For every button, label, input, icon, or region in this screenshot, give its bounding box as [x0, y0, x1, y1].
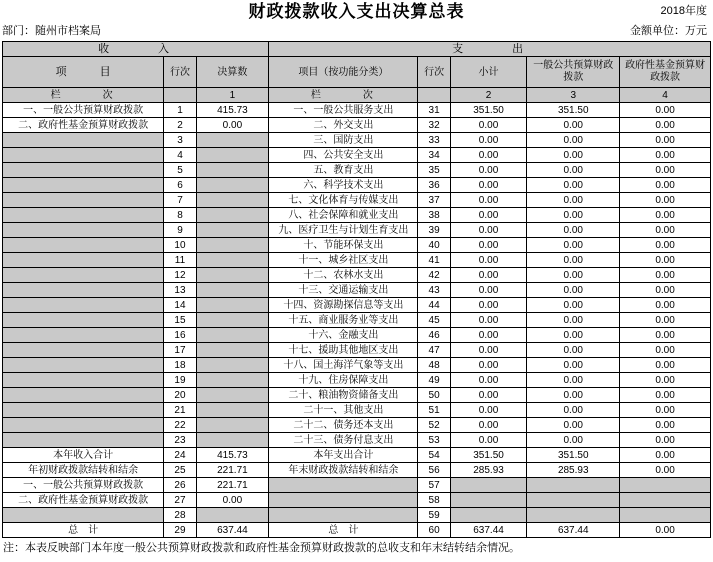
- income-item: [3, 208, 164, 223]
- income-item: [3, 163, 164, 178]
- income-line: 27: [164, 493, 196, 508]
- expense-item: 十、节能环保支出: [269, 238, 418, 253]
- table-row: [3, 163, 711, 178]
- income-item: [3, 403, 164, 418]
- col-income-item: 项 目: [3, 57, 164, 88]
- expense-fund: 0.00: [620, 253, 711, 268]
- expense-fund: 0.00: [620, 148, 711, 163]
- income-amount: 637.44: [196, 523, 269, 538]
- expense-subtotal: 0.00: [450, 298, 527, 313]
- expense-subtotal: 0.00: [450, 358, 527, 373]
- table-row: [3, 418, 711, 433]
- col-expense-item: 项目（按功能分类）: [269, 57, 418, 88]
- table-row: [3, 403, 711, 418]
- income-item: [3, 238, 164, 253]
- expense-line: 36: [418, 178, 450, 193]
- table-row: [3, 328, 711, 343]
- col-expense-fund: 政府性基金预算财政拨款: [620, 57, 711, 88]
- income-line: 1: [164, 103, 196, 118]
- table-row: [3, 223, 711, 238]
- expense-item: [269, 493, 418, 508]
- expense-line: 44: [418, 298, 450, 313]
- expense-item: 十八、国土海洋气象等支出: [269, 358, 418, 373]
- income-line: 17: [164, 343, 196, 358]
- expense-item: 十六、金融支出: [269, 328, 418, 343]
- group-expense-header: 支 出: [269, 42, 711, 57]
- expense-line: 45: [418, 313, 450, 328]
- income-item: [3, 343, 164, 358]
- expense-line: 53: [418, 433, 450, 448]
- expense-fund: [620, 508, 711, 523]
- income-line: 29: [164, 523, 196, 538]
- income-line: 19: [164, 373, 196, 388]
- expense-item: 三、国防支出: [269, 133, 418, 148]
- expense-line: 32: [418, 118, 450, 133]
- income-amount: [196, 298, 269, 313]
- expense-item: 年末财政拨款结转和结余: [269, 463, 418, 478]
- table-summary-row: [3, 448, 711, 463]
- income-line: 14: [164, 298, 196, 313]
- income-amount: [196, 358, 269, 373]
- department-label: 部门：随州市档案局: [2, 25, 101, 37]
- table-row: [3, 253, 711, 268]
- income-line: 24: [164, 448, 196, 463]
- income-amount: 415.73: [196, 448, 269, 463]
- expense-general: 0.00: [527, 433, 620, 448]
- income-item: [3, 433, 164, 448]
- expense-line: 60: [418, 523, 450, 538]
- income-amount: [196, 208, 269, 223]
- expense-item: 十二、农林水支出: [269, 268, 418, 283]
- expense-line: 42: [418, 268, 450, 283]
- col-label-expense: 栏 次: [269, 88, 418, 103]
- col-blank-2: [418, 88, 450, 103]
- expense-general: 0.00: [527, 358, 620, 373]
- expense-fund: 0.00: [620, 118, 711, 133]
- income-amount: 0.00: [196, 493, 269, 508]
- expense-fund: 0.00: [620, 418, 711, 433]
- expense-line: 31: [418, 103, 450, 118]
- income-line: 21: [164, 403, 196, 418]
- expense-fund: 0.00: [620, 238, 711, 253]
- expense-general: [527, 508, 620, 523]
- expense-line: 49: [418, 373, 450, 388]
- expense-subtotal: 351.50: [450, 448, 527, 463]
- col-income-line: 行次: [164, 57, 196, 88]
- table-summary-row: [3, 478, 711, 493]
- income-line: 15: [164, 313, 196, 328]
- income-amount: [196, 343, 269, 358]
- expense-fund: 0.00: [620, 328, 711, 343]
- expense-subtotal: 0.00: [450, 328, 527, 343]
- expense-general: 0.00: [527, 118, 620, 133]
- expense-line: 50: [418, 388, 450, 403]
- income-amount: [196, 328, 269, 343]
- income-amount: [196, 148, 269, 163]
- income-line: 2: [164, 118, 196, 133]
- income-item: [3, 253, 164, 268]
- expense-item: 二十二、债务还本支出: [269, 418, 418, 433]
- expense-fund: 0.00: [620, 163, 711, 178]
- expense-subtotal: 0.00: [450, 388, 527, 403]
- expense-general: 0.00: [527, 283, 620, 298]
- income-amount: 221.71: [196, 463, 269, 478]
- expense-subtotal: 0.00: [450, 343, 527, 358]
- table-row: [3, 373, 711, 388]
- col-blank-1: [164, 88, 196, 103]
- col-label-income: 栏 次: [3, 88, 164, 103]
- expense-fund: 0.00: [620, 463, 711, 478]
- income-line: 13: [164, 283, 196, 298]
- expense-subtotal: 0.00: [450, 133, 527, 148]
- expense-fund: 0.00: [620, 313, 711, 328]
- expense-general: [527, 478, 620, 493]
- income-item: [3, 283, 164, 298]
- expense-line: 52: [418, 418, 450, 433]
- col-expense-general: 一般公共预算财政拨款: [527, 57, 620, 88]
- table-row: [3, 433, 711, 448]
- expense-subtotal: 0.00: [450, 223, 527, 238]
- expense-general: 0.00: [527, 343, 620, 358]
- income-amount: [196, 508, 269, 523]
- table-row: [3, 208, 711, 223]
- table-summary-row: [3, 463, 711, 478]
- table-summary-row: [3, 523, 711, 538]
- income-item: 总 计: [3, 523, 164, 538]
- expense-line: 57: [418, 478, 450, 493]
- expense-general: 0.00: [527, 223, 620, 238]
- income-amount: [196, 133, 269, 148]
- expense-line: 56: [418, 463, 450, 478]
- income-item: [3, 298, 164, 313]
- expense-general: 0.00: [527, 328, 620, 343]
- expense-fund: [620, 493, 711, 508]
- income-amount: [196, 253, 269, 268]
- expense-subtotal: 0.00: [450, 268, 527, 283]
- expense-line: 48: [418, 358, 450, 373]
- table-row: [3, 298, 711, 313]
- income-item: [3, 508, 164, 523]
- expense-fund: 0.00: [620, 103, 711, 118]
- expense-subtotal: 0.00: [450, 118, 527, 133]
- unit-label: 金额单位：万元: [630, 25, 707, 37]
- table-row: [3, 283, 711, 298]
- col-expense-line: 行次: [418, 57, 450, 88]
- expense-item: 九、医疗卫生与计划生育支出: [269, 223, 418, 238]
- table-summary: [3, 448, 711, 538]
- income-line: 25: [164, 463, 196, 478]
- income-line: 12: [164, 268, 196, 283]
- expense-item: 十五、商业服务业等支出: [269, 313, 418, 328]
- expense-subtotal: 0.00: [450, 178, 527, 193]
- expense-general: 0.00: [527, 208, 620, 223]
- expense-line: 43: [418, 283, 450, 298]
- income-line: 7: [164, 193, 196, 208]
- expense-item: 二、外交支出: [269, 118, 418, 133]
- expense-line: 46: [418, 328, 450, 343]
- income-amount: [196, 223, 269, 238]
- expense-item: 二十三、债务付息支出: [269, 433, 418, 448]
- expense-fund: 0.00: [620, 433, 711, 448]
- income-amount: [196, 418, 269, 433]
- income-amount: [196, 388, 269, 403]
- income-line: 9: [164, 223, 196, 238]
- income-item: [3, 358, 164, 373]
- table-row: [3, 238, 711, 253]
- expense-subtotal: [450, 493, 527, 508]
- expense-subtotal: 0.00: [450, 253, 527, 268]
- table-row: [3, 103, 711, 118]
- income-amount: [196, 283, 269, 298]
- income-line: 10: [164, 238, 196, 253]
- expense-fund: 0.00: [620, 448, 711, 463]
- income-line: 20: [164, 388, 196, 403]
- expense-item: 总 计: [269, 523, 418, 538]
- income-line: 3: [164, 133, 196, 148]
- income-amount: 0.00: [196, 118, 269, 133]
- income-line: 8: [164, 208, 196, 223]
- expense-subtotal: 285.93: [450, 463, 527, 478]
- income-item: [3, 328, 164, 343]
- expense-item: 五、教育支出: [269, 163, 418, 178]
- income-item: [3, 373, 164, 388]
- expense-subtotal: 0.00: [450, 283, 527, 298]
- expense-fund: 0.00: [620, 223, 711, 238]
- income-item: 年初财政拨款结转和结余: [3, 463, 164, 478]
- col-number-3: 3: [527, 88, 620, 103]
- expense-subtotal: 637.44: [450, 523, 527, 538]
- expense-line: 47: [418, 343, 450, 358]
- expense-item: 八、社会保障和就业支出: [269, 208, 418, 223]
- expense-subtotal: 0.00: [450, 208, 527, 223]
- col-income-amount: 决算数: [196, 57, 269, 88]
- expense-subtotal: 351.50: [450, 103, 527, 118]
- expense-fund: 0.00: [620, 298, 711, 313]
- income-line: 23: [164, 433, 196, 448]
- group-income-header: 收 入: [3, 42, 269, 57]
- expense-general: 351.50: [527, 448, 620, 463]
- col-number-4: 4: [620, 88, 711, 103]
- table-row: [3, 268, 711, 283]
- table-row: [3, 358, 711, 373]
- expense-subtotal: 0.00: [450, 313, 527, 328]
- footnote: 注：本表反映部门本年度一般公共预算财政拨款和政府性基金预算财政拨款的总收支和年末结转结余情况。: [3, 542, 520, 554]
- expense-general: 0.00: [527, 403, 620, 418]
- income-item: 二、政府性基金预算财政拨款: [3, 118, 164, 133]
- table-row: [3, 118, 711, 133]
- income-line: 4: [164, 148, 196, 163]
- expense-line: 35: [418, 163, 450, 178]
- group-header-row: [3, 42, 711, 57]
- income-amount: [196, 373, 269, 388]
- income-item: [3, 193, 164, 208]
- expense-fund: 0.00: [620, 403, 711, 418]
- expense-general: 637.44: [527, 523, 620, 538]
- income-item: [3, 268, 164, 283]
- income-line: 11: [164, 253, 196, 268]
- income-amount: 415.73: [196, 103, 269, 118]
- expense-general: 0.00: [527, 418, 620, 433]
- expense-general: 0.00: [527, 238, 620, 253]
- expense-subtotal: 0.00: [450, 418, 527, 433]
- income-amount: [196, 193, 269, 208]
- expense-fund: [620, 478, 711, 493]
- col-number-1: 1: [196, 88, 269, 103]
- expense-general: 0.00: [527, 253, 620, 268]
- table-body: [3, 103, 711, 448]
- income-line: 6: [164, 178, 196, 193]
- expense-general: 0.00: [527, 178, 620, 193]
- income-amount: [196, 403, 269, 418]
- income-item: [3, 418, 164, 433]
- table-row: [3, 388, 711, 403]
- expense-item: 十九、住房保障支出: [269, 373, 418, 388]
- expense-fund: 0.00: [620, 178, 711, 193]
- expense-fund: 0.00: [620, 523, 711, 538]
- report-year: 2018年度: [660, 5, 707, 17]
- expense-line: 59: [418, 508, 450, 523]
- income-line: 18: [164, 358, 196, 373]
- expense-line: 58: [418, 493, 450, 508]
- expense-fund: 0.00: [620, 358, 711, 373]
- income-amount: 221.71: [196, 478, 269, 493]
- expense-fund: 0.00: [620, 283, 711, 298]
- income-item: [3, 178, 164, 193]
- table-summary-row: [3, 493, 711, 508]
- expense-line: 33: [418, 133, 450, 148]
- income-amount: [196, 238, 269, 253]
- column-header-row: [3, 57, 711, 88]
- expense-line: 39: [418, 223, 450, 238]
- income-line: 28: [164, 508, 196, 523]
- expense-item: 二十一、其他支出: [269, 403, 418, 418]
- income-amount: [196, 433, 269, 448]
- expense-subtotal: [450, 478, 527, 493]
- expense-line: 51: [418, 403, 450, 418]
- table-summary-row: [3, 508, 711, 523]
- expense-subtotal: 0.00: [450, 433, 527, 448]
- expense-line: 34: [418, 148, 450, 163]
- expense-subtotal: 0.00: [450, 373, 527, 388]
- expense-general: 0.00: [527, 388, 620, 403]
- income-line: 22: [164, 418, 196, 433]
- expense-general: 0.00: [527, 268, 620, 283]
- income-item: [3, 223, 164, 238]
- expense-general: 0.00: [527, 133, 620, 148]
- table-row: [3, 178, 711, 193]
- financial-table: [2, 41, 711, 538]
- expense-item: 十三、交通运输支出: [269, 283, 418, 298]
- expense-general: 285.93: [527, 463, 620, 478]
- income-amount: [196, 313, 269, 328]
- expense-item: 二十、粮油物资储备支出: [269, 388, 418, 403]
- expense-subtotal: [450, 508, 527, 523]
- column-number-row: [3, 88, 711, 103]
- expense-item: 四、公共安全支出: [269, 148, 418, 163]
- expense-item: [269, 478, 418, 493]
- table-row: [3, 343, 711, 358]
- income-item: 一、一般公共预算财政拨款: [3, 103, 164, 118]
- col-number-2: 2: [450, 88, 527, 103]
- income-item: [3, 148, 164, 163]
- expense-line: 38: [418, 208, 450, 223]
- expense-fund: 0.00: [620, 268, 711, 283]
- expense-general: 0.00: [527, 373, 620, 388]
- income-line: 16: [164, 328, 196, 343]
- table-row: [3, 148, 711, 163]
- income-item: 二、政府性基金预算财政拨款: [3, 493, 164, 508]
- expense-general: 0.00: [527, 313, 620, 328]
- page-title: 财政拨款收入支出决算总表: [248, 2, 465, 21]
- expense-item: 十一、城乡社区支出: [269, 253, 418, 268]
- expense-item: 一、一般公共服务支出: [269, 103, 418, 118]
- expense-general: 0.00: [527, 148, 620, 163]
- expense-general: 0.00: [527, 298, 620, 313]
- expense-line: 54: [418, 448, 450, 463]
- expense-item: [269, 508, 418, 523]
- expense-subtotal: 0.00: [450, 403, 527, 418]
- income-item: 本年收入合计: [3, 448, 164, 463]
- expense-item: 十四、资源勘探信息等支出: [269, 298, 418, 313]
- income-amount: [196, 178, 269, 193]
- income-amount: [196, 268, 269, 283]
- expense-general: 351.50: [527, 103, 620, 118]
- expense-item: 六、科学技术支出: [269, 178, 418, 193]
- expense-subtotal: 0.00: [450, 238, 527, 253]
- table-row: [3, 193, 711, 208]
- expense-item: 十七、援助其他地区支出: [269, 343, 418, 358]
- expense-fund: 0.00: [620, 193, 711, 208]
- income-amount: [196, 163, 269, 178]
- expense-fund: 0.00: [620, 208, 711, 223]
- expense-subtotal: 0.00: [450, 163, 527, 178]
- expense-line: 41: [418, 253, 450, 268]
- expense-fund: 0.00: [620, 343, 711, 358]
- subheader: [0, 24, 713, 41]
- income-line: 5: [164, 163, 196, 178]
- expense-general: 0.00: [527, 193, 620, 208]
- expense-fund: 0.00: [620, 133, 711, 148]
- table-row: [3, 313, 711, 328]
- income-line: 26: [164, 478, 196, 493]
- expense-item: 七、文化体育与传媒支出: [269, 193, 418, 208]
- expense-line: 37: [418, 193, 450, 208]
- expense-general: [527, 493, 620, 508]
- expense-subtotal: 0.00: [450, 148, 527, 163]
- col-expense-subtotal: 小计: [450, 57, 527, 88]
- expense-general: 0.00: [527, 163, 620, 178]
- income-item: [3, 313, 164, 328]
- table-row: [3, 133, 711, 148]
- expense-fund: 0.00: [620, 373, 711, 388]
- expense-fund: 0.00: [620, 388, 711, 403]
- expense-item: 本年支出合计: [269, 448, 418, 463]
- expense-line: 40: [418, 238, 450, 253]
- income-item: 一、一般公共预算财政拨款: [3, 478, 164, 493]
- income-item: [3, 133, 164, 148]
- income-item: [3, 388, 164, 403]
- expense-subtotal: 0.00: [450, 193, 527, 208]
